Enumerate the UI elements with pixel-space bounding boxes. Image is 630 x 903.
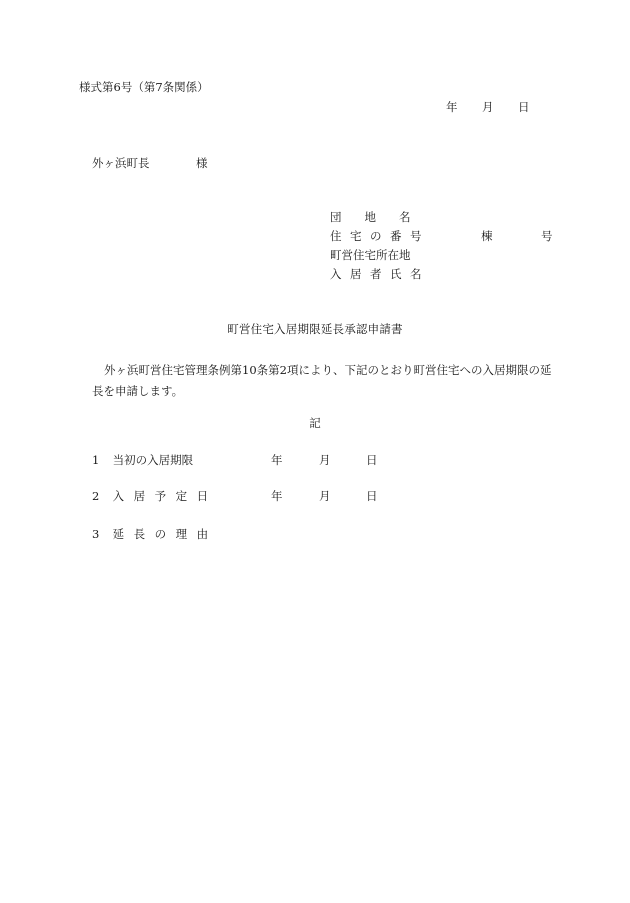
header-date-year: 年 [446,100,458,114]
building-suffix: 棟 [481,229,493,243]
addressee [92,156,208,170]
ki-heading: 記 [309,416,321,430]
complex-name-label: 団地名 [330,210,434,224]
resident-name-label: 入居者氏名 [330,267,430,281]
addressee-honorific: 様 [196,156,208,170]
item-month: 月 [319,489,331,503]
document-title: 町営住宅入居期限延長承認申請書 [227,322,403,336]
item-planned-move-in [92,489,378,503]
item-label: 当初の入居期限 [112,453,194,467]
item-extension-reason [92,529,218,541]
housing-number-label: 住宅の番号 [330,229,430,243]
item-label: 入居予定日 [112,489,218,503]
addressee-name: 外ヶ浜町長 [92,156,150,170]
item-year: 年 [271,489,283,503]
header-date-day: 日 [518,100,530,114]
form-number: 様式第6号（第7条関係） [79,80,209,94]
item-number: 2 [92,489,100,503]
body-paragraph: 外ヶ浜町営住宅管理条例第10条第2項により、下記のとおり町営住宅への入居期限の延長を申請します。 [92,363,552,398]
item-number: 1 [92,453,100,467]
item-day: 日 [366,453,378,467]
item-year: 年 [271,453,283,467]
item-label: 延長の理由 [112,527,218,541]
address-label: 町営住宅所在地 [330,248,411,262]
item-number: 3 [92,527,100,541]
item-day: 日 [366,489,378,503]
item-original-deadline [92,453,378,467]
unit-suffix: 号 [541,229,553,243]
item-month: 月 [319,453,331,467]
header-date-month: 月 [482,100,494,114]
